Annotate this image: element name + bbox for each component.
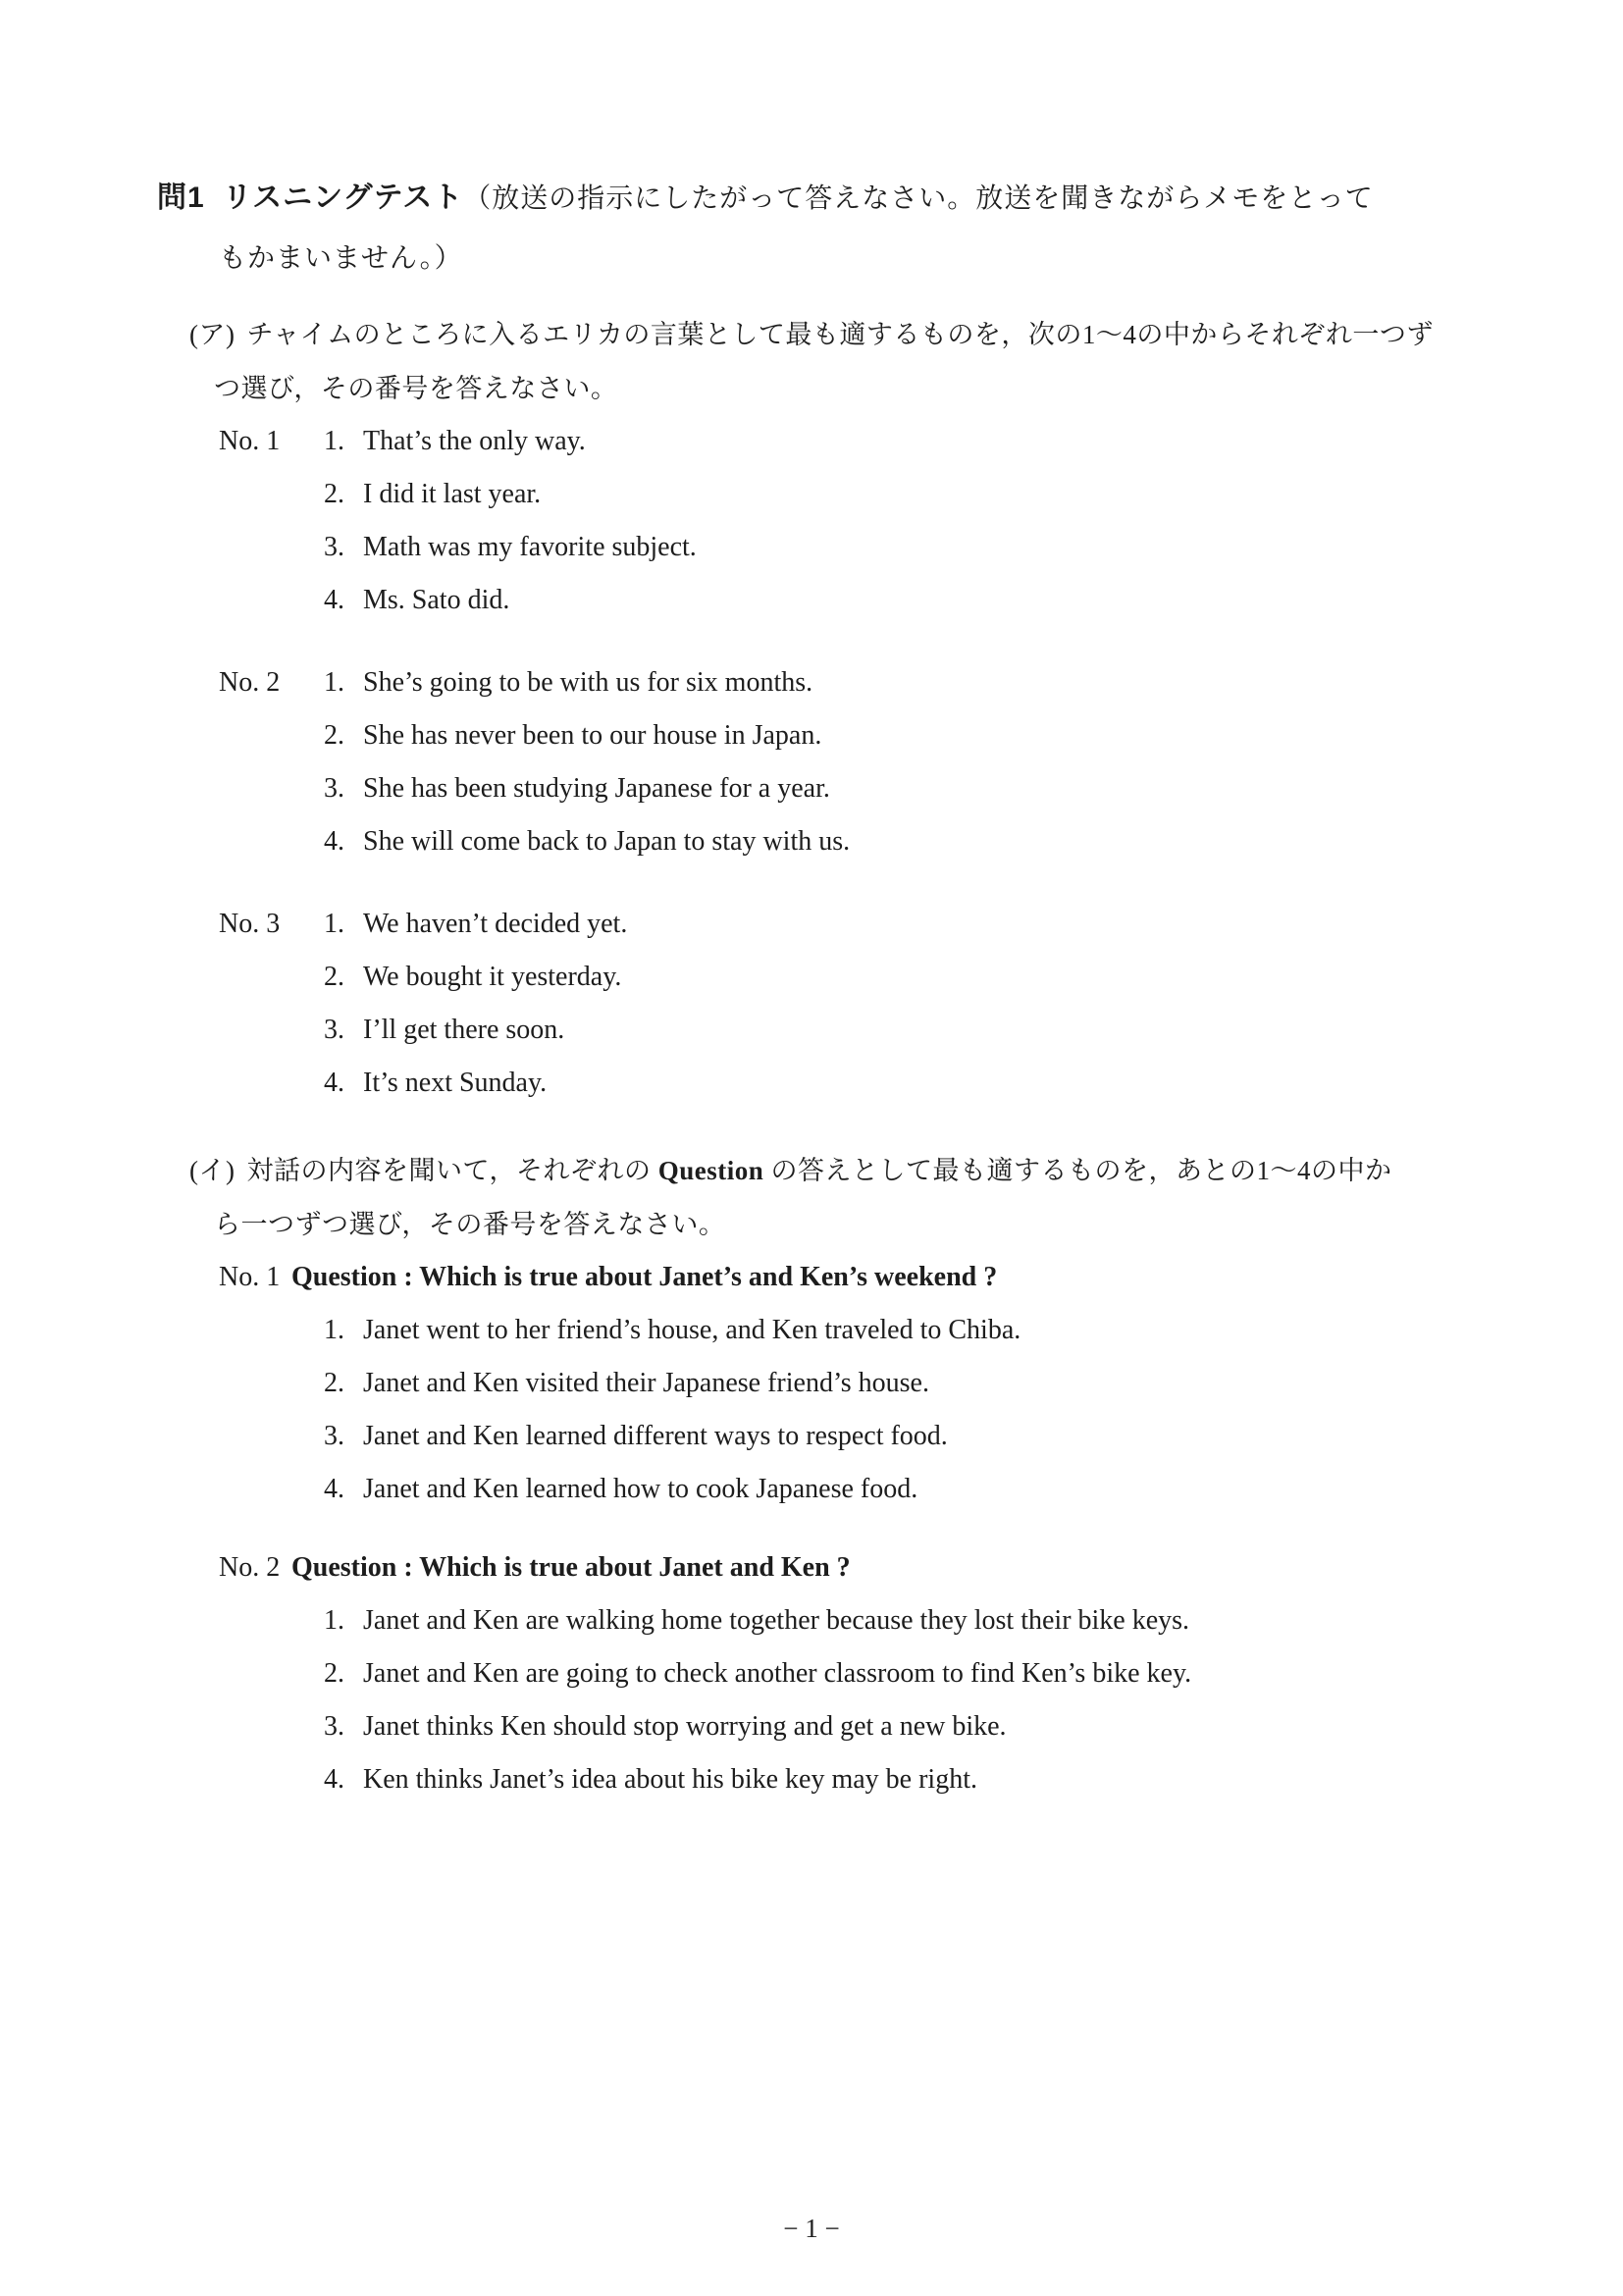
question-item-a3 [219, 909, 1515, 1099]
answer-option: 4. Janet and Ken learned how to cook Japanese food. [324, 1474, 918, 1504]
item-number-label: No. 2 [219, 667, 281, 698]
answer-option: 1. Janet went to her friend’s house, and Ken traveled to Chiba. [324, 1315, 1021, 1345]
page-title: リスニングテスト [222, 182, 464, 214]
answer-option: 3. She has been studying Japanese for a year. [324, 773, 830, 804]
answer-option: 4. Ms. Sato did. [324, 585, 510, 615]
section-b [157, 1144, 1515, 1796]
answer-option: 2. We bought it yesterday. [324, 962, 622, 992]
section-b-instruction-line1-pre: 対話の内容を聞いて，それぞれの [246, 1156, 658, 1185]
item-number-label: No. 2 [219, 1552, 281, 1583]
answer-option: 2. Janet and Ken visited their Japanese friend’s house. [324, 1368, 929, 1398]
problem-number-label: 問1 [157, 182, 205, 214]
item-number-label: No. 1 [219, 426, 281, 456]
answer-option: 4. She will come back to Japan to stay with us. [324, 826, 851, 857]
header-instructions-line2: もかまいません。） [219, 243, 463, 274]
question-item-b2 [219, 1552, 1515, 1796]
item-number-label: No. 1 [219, 1262, 281, 1292]
section-b-marker: (イ) [189, 1156, 236, 1185]
section-a [157, 308, 1515, 1099]
answer-option: 3. I’ll get there soon. [324, 1015, 565, 1045]
answer-option: 4. Ken thinks Janet’s idea about his bike key may be right. [324, 1764, 977, 1795]
page-number: − 1 − [783, 2214, 840, 2243]
answer-option: 1. We haven’t decided yet. [324, 909, 628, 939]
answer-option: 3. Janet thinks Ken should stop worrying and get a new bike. [324, 1711, 1007, 1742]
section-b-instruction-line1-post: の答えとして最も適するものを，あとの1～4の中か [763, 1156, 1392, 1185]
answer-option: 2. I did it last year. [324, 479, 542, 509]
answer-option: 2. Janet and Ken are going to check another classroom to find Ken’s bike key. [324, 1658, 1192, 1689]
question-item-a2 [219, 667, 1515, 858]
question-text: Question : Which is true about Janet and Ken ? [291, 1552, 851, 1583]
section-a-instruction-line1: チャイムのところに入るエリカの言葉として最も適するものを，次の1～4の中からそれぞれ一つず [246, 320, 1434, 349]
question-item-b1 [219, 1262, 1515, 1505]
header-instructions-line1: （放送の指示にしたがって答えなさい。放送を聞きながらメモをとって [463, 183, 1374, 214]
section-a-items [219, 426, 1515, 1099]
section-a-instruction-line2: つ選び，その番号を答えなさい。 [214, 374, 618, 403]
question-item-a1 [219, 426, 1515, 616]
section-a-marker: (ア) [189, 320, 236, 349]
page-header [157, 169, 1515, 288]
answer-option: 3. Janet and Ken learned different ways to respect food. [324, 1421, 948, 1451]
answer-option: 3. Math was my favorite subject. [324, 532, 697, 562]
answer-option: 2. She has never been to our house in Japan. [324, 720, 822, 751]
section-b-instructions [157, 1144, 1515, 1252]
item-number-label: No. 3 [219, 909, 281, 939]
section-a-instructions [157, 308, 1515, 416]
section-b-instruction-question-word: Question [657, 1156, 764, 1185]
section-b-items [219, 1262, 1515, 1796]
answer-option: 1. Janet and Ken are walking home together because they lost their bike keys. [324, 1605, 1190, 1636]
answer-option: 1. She’s going to be with us for six months. [324, 667, 813, 698]
question-text: Question : Which is true about Janet’s and Ken’s weekend ? [291, 1262, 998, 1292]
answer-option: 4. It’s next Sunday. [324, 1068, 548, 1098]
section-b-instruction-line2: ら一つずつ選び，その番号を答えなさい。 [214, 1210, 726, 1239]
answer-option: 1. That’s the only way. [324, 426, 586, 456]
